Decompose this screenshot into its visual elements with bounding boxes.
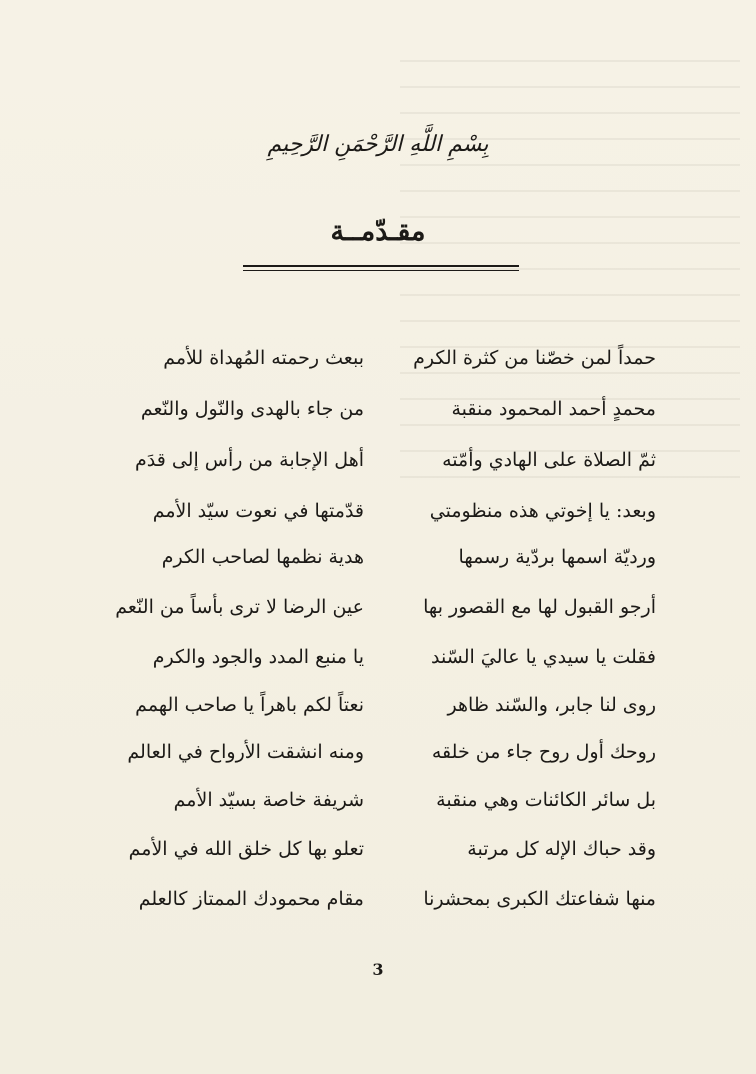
verse-line bbox=[0, 497, 756, 537]
first-hemistich: محمدٍ أحمد المحمود منقبة bbox=[451, 398, 656, 420]
second-hemistich: أهل الإجابة من رأس إلى قدَم bbox=[134, 449, 364, 471]
first-hemistich: وقد حباك الإله كل مرتبة bbox=[467, 838, 656, 860]
page-number: 3 bbox=[372, 960, 384, 979]
verse-line bbox=[0, 885, 756, 925]
first-hemistich: حمداً لمن خصّنا من كثرة الكرم bbox=[413, 347, 656, 369]
second-hemistich: قدّمتها في نعوت سيّد الأمم bbox=[152, 500, 364, 522]
second-hemistich: ومنه انشقت الأرواح في العالم bbox=[127, 741, 364, 763]
first-hemistich: ثمّ الصلاة على الهادي وأمّته bbox=[442, 449, 656, 471]
first-hemistich: روى لنا جابر، والسّند ظاهر bbox=[447, 694, 656, 716]
first-hemistich: وبعد: يا إخوتي هذه منظومتي bbox=[429, 500, 656, 522]
verse-line bbox=[0, 643, 756, 683]
title-underline bbox=[243, 265, 519, 267]
verse-line bbox=[0, 395, 756, 435]
second-hemistich: من جاء بالهدى والنّول والنّعم bbox=[140, 398, 364, 420]
first-hemistich: منها شفاعتك الكبرى بمحشرنا bbox=[423, 888, 656, 910]
second-hemistich: عين الرضا لا ترى بأساً من النّعم bbox=[115, 596, 364, 618]
second-hemistich: ببعث رحمته المُهداة للأمم bbox=[163, 347, 364, 369]
first-hemistich: أرجو القبول لها مع القصور بها bbox=[423, 596, 656, 618]
first-hemistich: روحك أول روح جاء من خلقه bbox=[431, 741, 656, 763]
second-hemistich: مقام محمودك الممتاز كالعلم bbox=[138, 888, 364, 910]
second-hemistich: نعتاً لكم باهراً يا صاحب الهمم bbox=[135, 694, 364, 716]
basmala-heading: بِسْمِ اللَّهِ الرَّحْمَنِ الرَّحِيمِ bbox=[267, 132, 489, 157]
first-hemistich: بل سائر الكائنات وهي منقبة bbox=[436, 789, 656, 811]
second-hemistich: يا منبع المدد والجود والكرم bbox=[152, 646, 364, 668]
verse-line bbox=[0, 543, 756, 583]
second-hemistich: شريفة خاصة بسيّد الأمم bbox=[173, 789, 364, 811]
verse-line bbox=[0, 446, 756, 486]
verse-line bbox=[0, 835, 756, 875]
second-hemistich: هدية نظمها لصاحب الكرم bbox=[161, 546, 364, 568]
title-underline-thin bbox=[243, 270, 519, 271]
verse-line bbox=[0, 593, 756, 633]
verse-line bbox=[0, 786, 756, 826]
first-hemistich: ورديّة اسمها بردّية رسمها bbox=[458, 546, 656, 568]
verse-line bbox=[0, 738, 756, 778]
section-title: مقـدّمــة bbox=[330, 216, 426, 247]
verse-line bbox=[0, 691, 756, 731]
verse-line bbox=[0, 344, 756, 384]
second-hemistich: تعلو بها كل خلق الله في الأمم bbox=[128, 838, 364, 860]
first-hemistich: فقلت يا سيدي يا عاليَ السّند bbox=[431, 646, 656, 668]
